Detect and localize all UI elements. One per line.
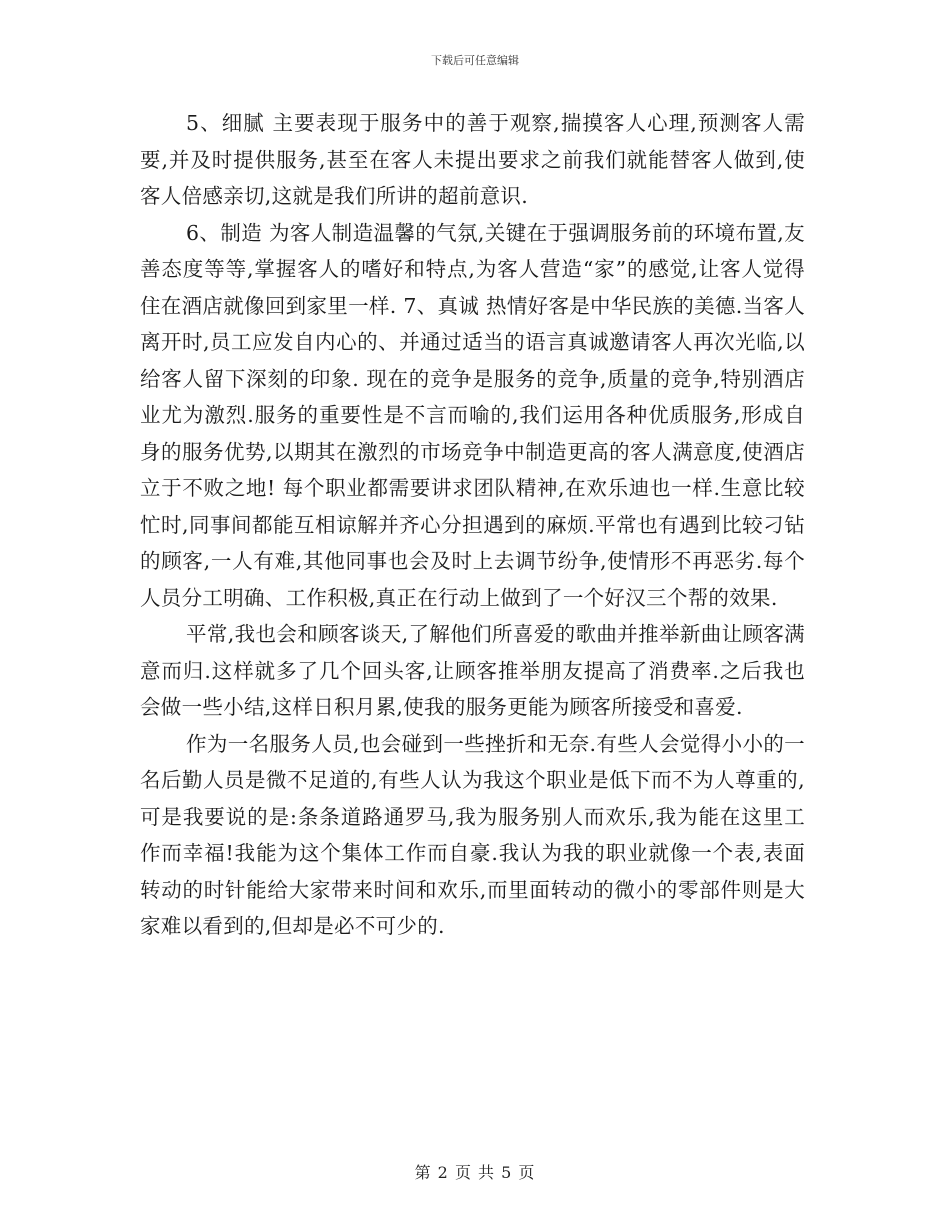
page-number-footer: 第 2 页 共 5 页 (414, 1163, 536, 1182)
document-body (140, 105, 805, 945)
page-header-note: 下载后可任意编辑 (431, 54, 519, 67)
paragraph-3: 平常,我也会和顾客谈天,了解他们所喜爱的歌曲并推举新曲让顾客满意而归.这样就多了几个回头客,让顾客推举朋友提高了消费率.之后我也会做一些小结,这样日积月累,使我的服务更能为顾客所接受和喜爱. (140, 622, 805, 719)
paragraph-2: 6、制造 为客人制造温馨的气氛,关键在于强调服务前的环境布置,友善态度等等,掌握客人的嗜好和特点,为客人营造“家”的感觉,让客人觉得住在酒店就像回到家里一样. 7、真诚 热情好客是中华民族的美德.当客人离开时,员工应发自内心的、并通过适当的语言真诚邀请客人再次光临,以给客人留下深刻的印象. 现在的竞争是服务的竞争,质量的竞争,特别酒店业尤为激烈.服务的重要性是不言而喻的,我们运用各种优质服务,形成自身的服务优势,以期其在激烈的市场竞争中制造更高的客人满意度,使酒店立于不败之地! 每个职业都需要讲求团队精神,在欢乐迪也一样.生意比较忙时,同事间都能互相谅解并齐心分担遇到的麻烦.平常也有遇到比较刁钻的顾客,一人有难,其他同事也会及时上去调节纷争,使情形不再恶劣.每个人员分工明确、工作积极,真正在行动上做到了一个好汉三个帮的效果. (140, 220, 805, 610)
paragraph-1: 5、细腻 主要表现于服务中的善于观察,揣摸客人心理,预测客人需要,并及时提供服务,甚至在客人未提出要求之前我们就能替客人做到,使客人倍感亲切,这就是我们所讲的超前意识. (140, 111, 805, 208)
paragraph-4: 作为一名服务人员,也会碰到一些挫折和无奈.有些人会觉得小小的一名后勤人员是微不足道的,有些人认为我这个职业是低下而不为人尊重的,可是我要说的是:条条道路通罗马,我为服务别人而欢乐,我为能在这里工作而幸福!我能为这个集体工作而自豪.我认为我的职业就像一个表,表面转动的时针能给大家带来时间和欢乐,而里面转动的微小的零部件则是大家难以看到的,但却是必不可少的. (140, 731, 805, 938)
